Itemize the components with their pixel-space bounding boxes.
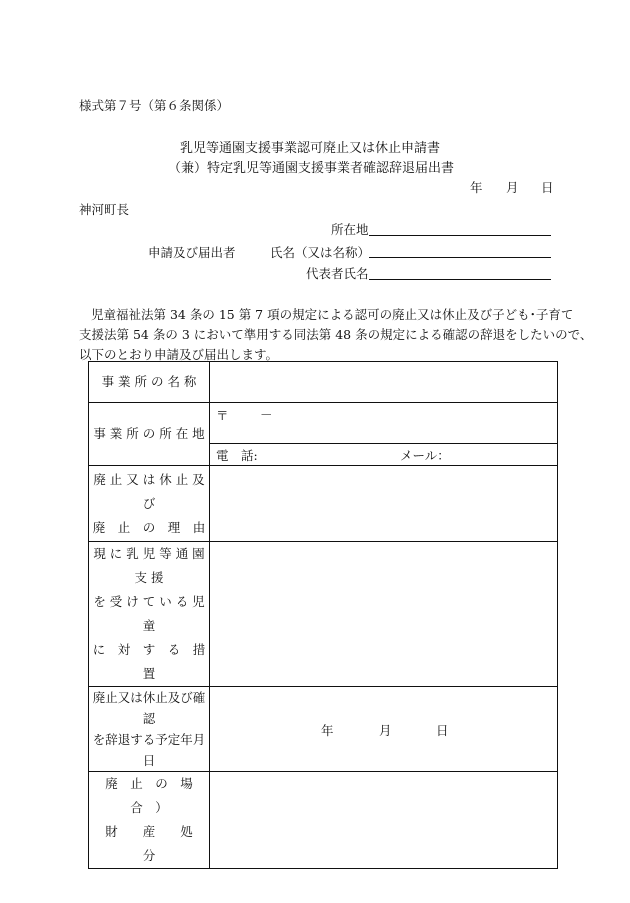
scheduled-date-label-line-2: 認 <box>142 711 156 726</box>
scheduled-date-month: 月 <box>379 723 392 738</box>
scheduled-date-label-line-1: 廃止又は休止及び確 <box>92 690 206 705</box>
date-year: 年 <box>470 180 483 195</box>
property-disposal-label <box>89 772 218 869</box>
office-address-row <box>89 403 558 466</box>
measures-label-line-2: を 受 け て い る 児 童 <box>93 594 205 633</box>
office-name-field[interactable] <box>210 362 558 403</box>
measures-row <box>89 542 558 687</box>
postal-address-field[interactable] <box>210 403 557 444</box>
property-disposal-field[interactable] <box>210 772 558 869</box>
contact-row <box>210 444 557 465</box>
postal-mark: 〒 <box>216 408 229 423</box>
office-address-label: 事 業 所 の 所 在 地 <box>89 403 210 466</box>
scheduled-date-day: 日 <box>436 723 449 738</box>
postal-dash: － <box>260 407 273 422</box>
scheduled-date-row <box>89 687 558 772</box>
phone-label[interactable]: 電 話: <box>216 448 258 463</box>
scheduled-date-label <box>89 687 210 772</box>
property-disposal-label-line-2: 財 産 処 分 <box>105 824 218 863</box>
representative-label: 代表者氏名 <box>306 266 369 281</box>
measures-label <box>89 542 218 687</box>
body-line-3: 以下のとおり申請及び届出します。 <box>79 347 279 362</box>
property-disposal-label-line-1: 廃 止 の 場 合 ） <box>105 776 206 815</box>
reason-label-line-1: 廃 止 又 は 休 止 及 び <box>93 471 205 511</box>
date-month: 月 <box>506 180 519 195</box>
application-table <box>88 361 558 869</box>
reason-label-line-2: 廃 止 の 理 由 <box>92 519 206 535</box>
measures-label-line-1: 現 に 乳 児 等 通 園 支 援 <box>93 546 205 585</box>
address-label: 所在地 <box>331 222 369 237</box>
form-number: 様式第７号（第６条関係） <box>79 98 230 113</box>
applicant-role-label: 申請及び届出者 <box>148 245 236 260</box>
representative-underline[interactable] <box>369 279 551 280</box>
email-label[interactable]: メール： <box>400 448 450 463</box>
body-line-1: 児童福祉法第 34 条の 15 第 7 項の規定による認可の廃止又は休止及び子ども･子育て <box>91 307 574 322</box>
measures-label-line-3: に 対 す る 措 置 <box>92 642 218 681</box>
addressee: 神河町長 <box>79 202 130 217</box>
reason-field[interactable] <box>210 466 558 542</box>
office-address-cell <box>210 403 558 466</box>
office-name-label: 事 業 所 の 名 称 <box>89 362 210 403</box>
reason-row <box>89 466 558 542</box>
scheduled-date-year: 年 <box>321 723 334 738</box>
title-line-2: （兼）特定乳児等通園支援事業者確認辞退届出書 <box>168 161 455 176</box>
scheduled-date-label-line-4: 日 <box>142 753 156 768</box>
property-disposal-row <box>89 772 558 869</box>
name-label: 氏名（又は名称） <box>270 245 371 260</box>
scheduled-date-label-line-3: を辞退する予定年月 <box>92 732 206 747</box>
scheduled-date-field[interactable] <box>210 687 558 772</box>
reason-label <box>89 466 210 542</box>
address-underline[interactable] <box>369 235 551 236</box>
measures-field[interactable] <box>210 542 558 687</box>
title-line-1: 乳児等通園支援事業認可廃止又は休止申請書 <box>180 141 441 156</box>
name-underline[interactable] <box>369 257 551 258</box>
office-name-row <box>89 362 558 403</box>
body-line-2: 支援法第 54 条の 3 において準用する同法第 48 条の規定による確認の辞退をしたいので、 <box>79 327 593 342</box>
date-day: 日 <box>541 180 554 195</box>
